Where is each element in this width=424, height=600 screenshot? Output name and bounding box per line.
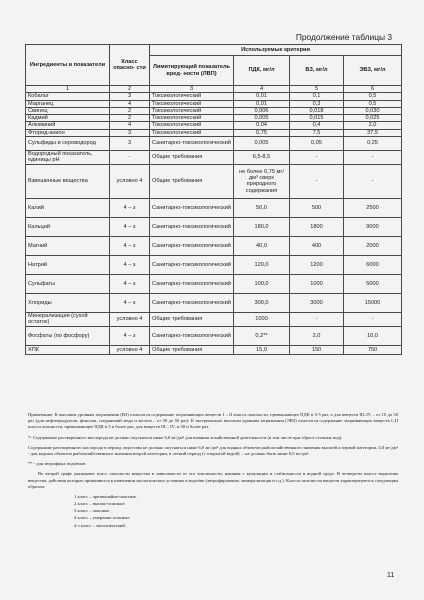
evz-cell: 750 (344, 345, 402, 354)
table-row (26, 93, 402, 100)
evz-cell: 0,5 (344, 100, 402, 107)
note-paragraph: Во второй графе указывают класс опасности вещества в зависимости от его токсичности, начиная с кумуляции и стабильности в водной среде. В четвертом классе выделены вещества, действия которых проявляются в изменении экологических условиях в водоёме (эвтрофирование, минерализация и т.д.). Классы опасности веществ характеризуются следующим образом: (28, 471, 398, 489)
evz-cell: 37,5 (344, 129, 402, 136)
ingredient-cell: Хлориды (26, 293, 110, 312)
limiting-indicator-cell: Токсикологический (150, 122, 234, 129)
hazard-class-cell: 4 – з (110, 255, 150, 274)
limiting-indicator-cell: Санитарно-токсикологический (150, 236, 234, 255)
hazard-class-cell: 4 – з (110, 326, 150, 345)
hazard-class-cell: 4 – з (110, 198, 150, 217)
vz-cell: 0,1 (290, 93, 344, 100)
table-notes (28, 412, 398, 530)
limiting-indicator-cell: Токсикологический (150, 107, 234, 114)
header-hazard-class: Класс опасно- сти (110, 45, 150, 86)
vz-cell: - (290, 164, 344, 198)
pdk-cell: 0,2** (234, 326, 290, 345)
table-row (26, 274, 402, 293)
evz-cell: 5000 (344, 274, 402, 293)
pdk-cell: 0,006 (234, 107, 290, 114)
ingredient-cell: Фторид-анион (26, 129, 110, 136)
pdk-cell: 0,005 (234, 136, 290, 150)
ingredient-cell: Взвешенные вещества (26, 164, 110, 198)
evz-cell: 0,5 (344, 93, 402, 100)
hazard-class-cell: 4 – з (110, 236, 150, 255)
evz-cell: 10,0 (344, 326, 402, 345)
hazard-class-cell: 4 (110, 122, 150, 129)
table-row (26, 217, 402, 236)
table-row (26, 115, 402, 122)
vz-cell: 3000 (290, 293, 344, 312)
ingredient-cell: ХПК (26, 345, 110, 354)
hazard-class-item: 1 класс – чрезвычайно-опасные. (74, 493, 138, 499)
evz-cell: 6000 (344, 255, 402, 274)
limiting-indicator-cell: Токсикологический (150, 93, 234, 100)
note-paragraph: Содержание растворенного кислорода в период ледостава не должно опускаться ниже 6,0 мг/дм³ для водных объектов рыбохозяйственного значения высшей и первой категории, 4,0 мг/дм³ - для водных объектов рыбохозяйственного значения второй категории, в летний период (с открытой водой) ... не должно быть ниже 6,0 мг/дм³. (28, 444, 398, 456)
pdk-cell: 40,0 (234, 236, 290, 255)
pdk-cell: 50,0 (234, 198, 290, 217)
vz-cell: 2,0 (290, 326, 344, 345)
hazard-class-item: 4-з класс – экологический. (74, 522, 126, 528)
column-number: 2 (110, 86, 150, 93)
header-evz: ЭВЗ, мг/л (344, 56, 402, 86)
limiting-indicator-cell: Токсикологический (150, 129, 234, 136)
limiting-indicator-cell: Токсикологический (150, 115, 234, 122)
column-number: 5 (290, 86, 344, 93)
evz-cell: 0,030 (344, 107, 402, 114)
hazard-class-cell: 3 (110, 129, 150, 136)
ingredient-cell: Сульфаты (26, 274, 110, 293)
vz-cell: 0,018 (290, 107, 344, 114)
limiting-indicator-cell: Санитарно-токсикологический (150, 136, 234, 150)
hazard-class-list (74, 494, 398, 529)
vz-cell: 150 (290, 345, 344, 354)
pdk-cell: 0,04 (234, 122, 290, 129)
column-number: 4 (234, 86, 290, 93)
water-quality-criteria-table (25, 44, 402, 355)
note-paragraph: Примечание: К высоким уровням загрязнения (ВЗ) относится содержание загрязняющих веществ I – II класса опасности, превышающее ПДК в 3-5 раз, а для веществ III–IV – от 10 до 50 раз (для нефтепродуктов, фенолов, соединений меди и железа – от 30 до 50 раз). К экстремально высоким уровням загрязнения (ЭВЗ) относится содержание загрязняющих веществ I–II класса опасности, превышающее ПДК в 5 и более раз, для веществ III – IV–в 50 и более раз. (28, 412, 398, 430)
pdk-cell: 120,0 (234, 255, 290, 274)
pdk-cell: 6,5-8,5 (234, 150, 290, 164)
pdk-cell: 180,0 (234, 217, 290, 236)
ingredient-cell: Калий (26, 198, 110, 217)
limiting-indicator-cell: Общие требования (150, 312, 234, 326)
hazard-class-cell: условно 4 (110, 312, 150, 326)
column-number: 3 (150, 86, 234, 93)
evz-cell: 0,025 (344, 115, 402, 122)
table-row (26, 164, 402, 198)
pdk-cell: 0,01 (234, 100, 290, 107)
table-row (26, 129, 402, 136)
ingredient-cell: Фосфаты (по фосфору) (26, 326, 110, 345)
ingredient-cell: Кадмий (26, 115, 110, 122)
ingredient-cell: Водородный показатель, единицы рН (26, 150, 110, 164)
ingredient-cell: Свинец (26, 107, 110, 114)
limiting-indicator-cell: Токсикологический (150, 100, 234, 107)
note-paragraph: ** - для эвтрофных водоёмов (28, 461, 86, 467)
header-used-criteria: Используемые критерии (150, 45, 402, 56)
vz-cell: 0,05 (290, 136, 344, 150)
table-body (26, 93, 402, 355)
evz-cell: 15000 (344, 293, 402, 312)
hazard-class-item: 4 класс – умеренно-опасные. (74, 515, 131, 521)
table-row (26, 150, 402, 164)
vz-cell: 500 (290, 198, 344, 217)
table-continuation-heading: Продолжение таблицы 3 (295, 32, 392, 42)
hazard-class-cell: 4 (110, 100, 150, 107)
evz-cell: 0,25 (344, 136, 402, 150)
vz-cell: 1000 (290, 274, 344, 293)
table-row (26, 255, 402, 274)
vz-cell: 0,015 (290, 115, 344, 122)
table-row (26, 136, 402, 150)
vz-cell: 0,3 (290, 100, 344, 107)
evz-cell: - (344, 312, 402, 326)
ingredient-cell: Кобальт (26, 93, 110, 100)
vz-cell: 7,5 (290, 129, 344, 136)
hazard-class-cell: 3 (110, 93, 150, 100)
hazard-class-item: 3 класс – опасные. (74, 508, 111, 514)
evz-cell: 2000 (344, 236, 402, 255)
limiting-indicator-cell: Санитарно-токсикологический (150, 326, 234, 345)
ingredient-cell: Алюминий (26, 122, 110, 129)
limiting-indicator-cell: Санитарно-токсикологический (150, 255, 234, 274)
table-row (26, 312, 402, 326)
hazard-class-cell: условно 4 (110, 345, 150, 354)
limiting-indicator-cell: Санитарно-токсикологический (150, 217, 234, 236)
pdk-cell: 100,0 (234, 274, 290, 293)
ingredient-cell: Минерализация (сухой остаток) (26, 312, 110, 326)
limiting-indicator-cell: Общие требования (150, 164, 234, 198)
hazard-class-cell: 4 – з (110, 293, 150, 312)
header-limiting-indicator: Лимитирующий показатель вред- ности (ЛВП) (150, 56, 234, 86)
evz-cell: - (344, 164, 402, 198)
hazard-class-cell: 2 (110, 107, 150, 114)
evz-cell: 2500 (344, 198, 402, 217)
header-vz: ВЗ, мг/л (290, 56, 344, 86)
evz-cell: 2,0 (344, 122, 402, 129)
limiting-indicator-cell: Общие требования (150, 150, 234, 164)
vz-cell: 400 (290, 236, 344, 255)
limiting-indicator-cell: Санитарно-токсикологический (150, 293, 234, 312)
hazard-class-cell: 3 (110, 136, 150, 150)
limiting-indicator-cell: Общие требования (150, 345, 234, 354)
table-row (26, 198, 402, 217)
note-paragraph: *- Содержание растворенного кислорода не должно опускаться ниже 6,0 мг/дм³ для влияния хозяйственной деятельности (в том числе при сбросе сточных вод). (28, 434, 343, 440)
ingredient-cell: Марганец (26, 100, 110, 107)
ingredient-cell: Магний (26, 236, 110, 255)
vz-cell: - (290, 312, 344, 326)
ingredient-cell: Кальций (26, 217, 110, 236)
evz-cell: 9000 (344, 217, 402, 236)
ingredient-cell: Натрий (26, 255, 110, 274)
hazard-class-cell: 4 – з (110, 274, 150, 293)
pdk-cell: 0,01 (234, 93, 290, 100)
pdk-cell: 0,005 (234, 115, 290, 122)
ingredient-cell: Сульфиды и сероводород (26, 136, 110, 150)
table-row (26, 326, 402, 345)
limiting-indicator-cell: Санитарно-токсикологический (150, 274, 234, 293)
evz-cell: - (344, 150, 402, 164)
table-row (26, 236, 402, 255)
pdk-cell: 1000 (234, 312, 290, 326)
vz-cell: 1200 (290, 255, 344, 274)
vz-cell: 0,4 (290, 122, 344, 129)
hazard-class-cell: 4 – з (110, 217, 150, 236)
table-row (26, 100, 402, 107)
hazard-class-cell: 2 (110, 115, 150, 122)
table-row (26, 293, 402, 312)
column-number: 6 (344, 86, 402, 93)
pdk-cell: 0,75 (234, 129, 290, 136)
header-pdk: ПДК, мг/л (234, 56, 290, 86)
hazard-class-item: 2 класс – высоко-опасные. (74, 501, 126, 507)
limiting-indicator-cell: Санитарно-токсикологический (150, 198, 234, 217)
column-number: 1 (26, 86, 110, 93)
pdk-cell: 15,0 (234, 345, 290, 354)
hazard-class-cell: условно 4 (110, 164, 150, 198)
page-number: 11 (387, 572, 395, 579)
table-row (26, 345, 402, 354)
hazard-class-cell: - (110, 150, 150, 164)
pdk-cell: не более 0,75 мг/дм³ сверх природного содержания (234, 164, 290, 198)
table-row (26, 122, 402, 129)
pdk-cell: 300,0 (234, 293, 290, 312)
vz-cell: 1800 (290, 217, 344, 236)
table-row (26, 107, 402, 114)
vz-cell: - (290, 150, 344, 164)
header-ingredients: Ингредиенты и показатели (26, 45, 110, 86)
